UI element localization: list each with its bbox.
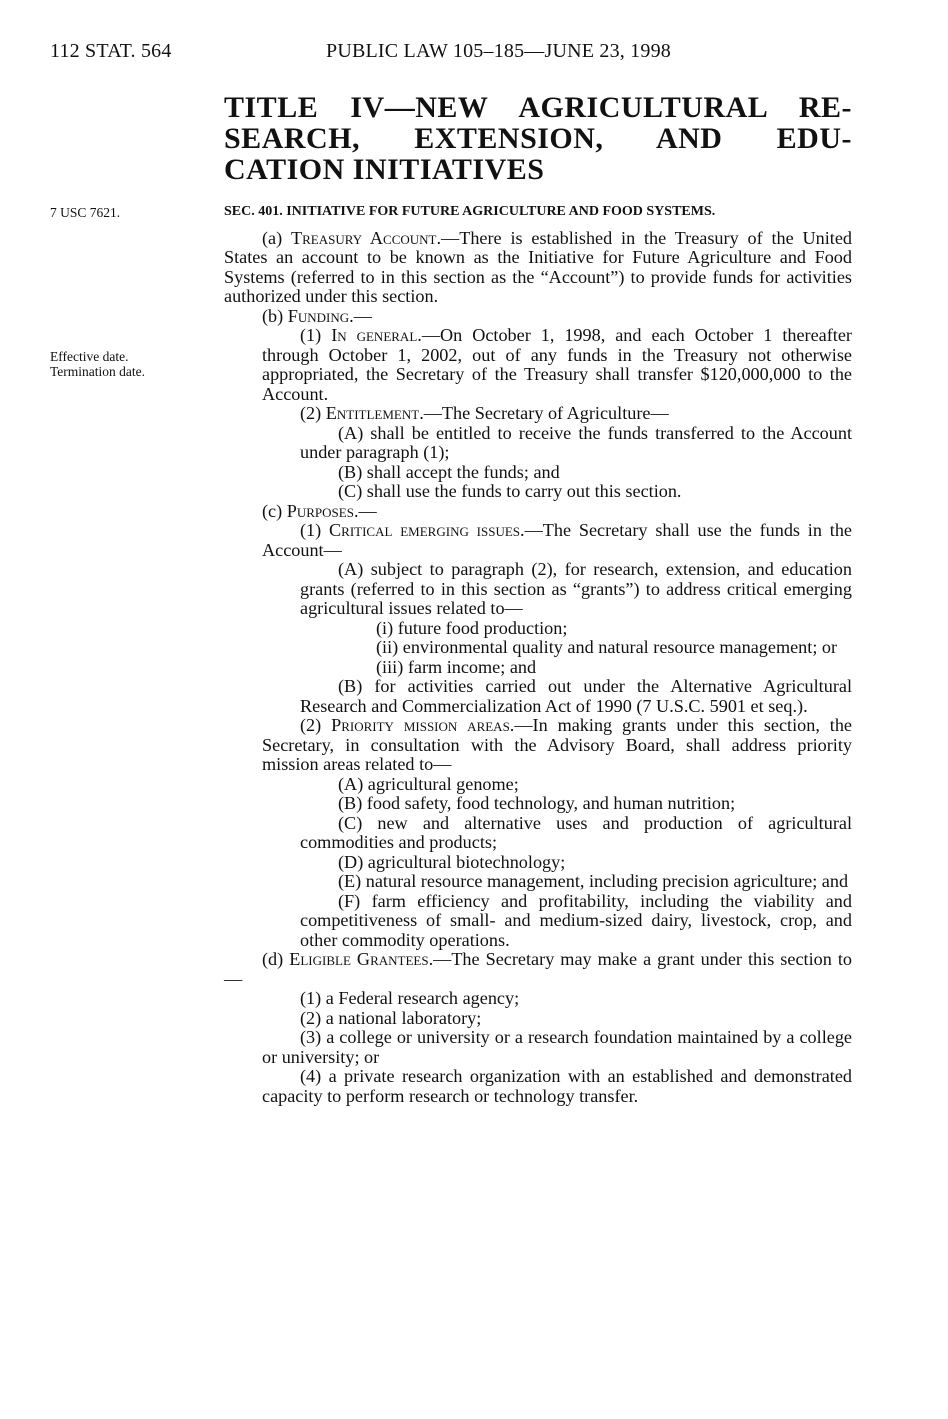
- page-citation: 112 STAT. 564: [50, 40, 172, 62]
- clause-c2A: (A) agricultural genome;: [338, 773, 519, 794]
- subsection-b: (b) Funding.—: [262, 305, 372, 326]
- paragraph-d4: (4) a private research organization with an established and demonstrated capacity to perform research or technology transfer.: [262, 1066, 852, 1106]
- margin-note-usc: 7 USC 7621.: [50, 205, 121, 220]
- subsection-d: (d) Eligible Grantees.—The Secretary may make a grant under this section to—: [224, 949, 853, 989]
- clause-b2B: (B) shall accept the funds; and: [338, 461, 560, 482]
- clause-c2B: (B) food safety, food technology, and human nutrition;: [338, 793, 736, 813]
- section-heading: SEC. 401. INITIATIVE FOR FUTURE AGRICULTURE AND FOOD SYSTEMS.: [224, 204, 716, 219]
- clause-c2E: (E) natural resource management, including precision agriculture; and: [338, 871, 849, 891]
- paragraph-c1: (1) Critical emerging issues.—The Secretary shall use the funds in the Account—: [262, 520, 852, 560]
- clause-b2A: (A) shall be entitled to receive the funds transferred to the Account under paragraph (1);: [300, 422, 852, 462]
- title-heading: [224, 92, 852, 185]
- paragraph-b2: (2) Entitlement.—The Secretary of Agriculture—: [300, 403, 669, 423]
- clause-c1Ai: (i) future food production;: [376, 617, 568, 638]
- title-line-1: TITLE IV—NEW AGRICULTURAL RE-: [224, 91, 852, 124]
- title-line-2: SEARCH, EXTENSION, AND EDU-: [224, 122, 852, 155]
- subsection-a: (a) Treasury Account.—There is established in the Treasury of the United States an account to be known as the Initiative for Future Agriculture and Food Systems (referred to in this section as the “Account”) to provide funds for activities authorized under this section.: [224, 227, 852, 306]
- clause-c2C: (C) new and alternative uses and production of agricultural commodities and products;: [300, 812, 852, 852]
- clause-c1A: (A) subject to paragraph (2), for research, extension, and education grants (referred to in this section as “grants”) to address critical emerging agricultural issues related to—: [300, 559, 852, 618]
- section-body: [224, 202, 852, 1106]
- margin-note-effective-date: Effective date.: [50, 349, 129, 364]
- paragraph-c2: (2) Priority mission areas.—In making grants under this section, the Secretary, in consultation with the Advisory Board, shall address priority mission areas related to—: [262, 715, 852, 774]
- clause-c1Aiii: (iii) farm income; and: [376, 656, 537, 677]
- paragraph-d3: (3) a college or university or a research foundation maintained by a college or university; or: [262, 1027, 852, 1067]
- clause-c2D: (D) agricultural biotechnology;: [338, 851, 566, 872]
- clause-b2C: (C) shall use the funds to carry out this section.: [338, 481, 682, 501]
- subsection-c: (c) Purposes.—: [262, 500, 377, 521]
- clause-c2F: (F) farm efficiency and profitability, including the viability and competitiveness of small- and medium-sized dairy, livestock, crop, and other commodity operations.: [300, 890, 852, 950]
- running-header: PUBLIC LAW 105–185—JUNE 23, 1998: [326, 40, 671, 62]
- clause-c1B: (B) for activities carried out under the Alternative Agricultural Research and Commercialization Act of 1990 (7 U.S.C. 5901 et seq.).: [300, 676, 852, 716]
- title-line-3: CATION INITIATIVES: [224, 153, 545, 186]
- clause-c1Aii: (ii) environmental quality and natural resource management; or: [376, 637, 838, 657]
- paragraph-d2: (2) a national laboratory;: [300, 1007, 482, 1028]
- paragraph-b1: (1) In general.—On October 1, 1998, and each October 1 thereafter through October 1, 2002, out of any funds in the Treasury not otherwise appropriated, the Secretary of the Treasury shall transfer $120,000,000 to the Account.: [262, 325, 852, 404]
- paragraph-d1: (1) a Federal research agency;: [300, 988, 520, 1008]
- margin-note-termination-date: Termination date.: [50, 364, 146, 379]
